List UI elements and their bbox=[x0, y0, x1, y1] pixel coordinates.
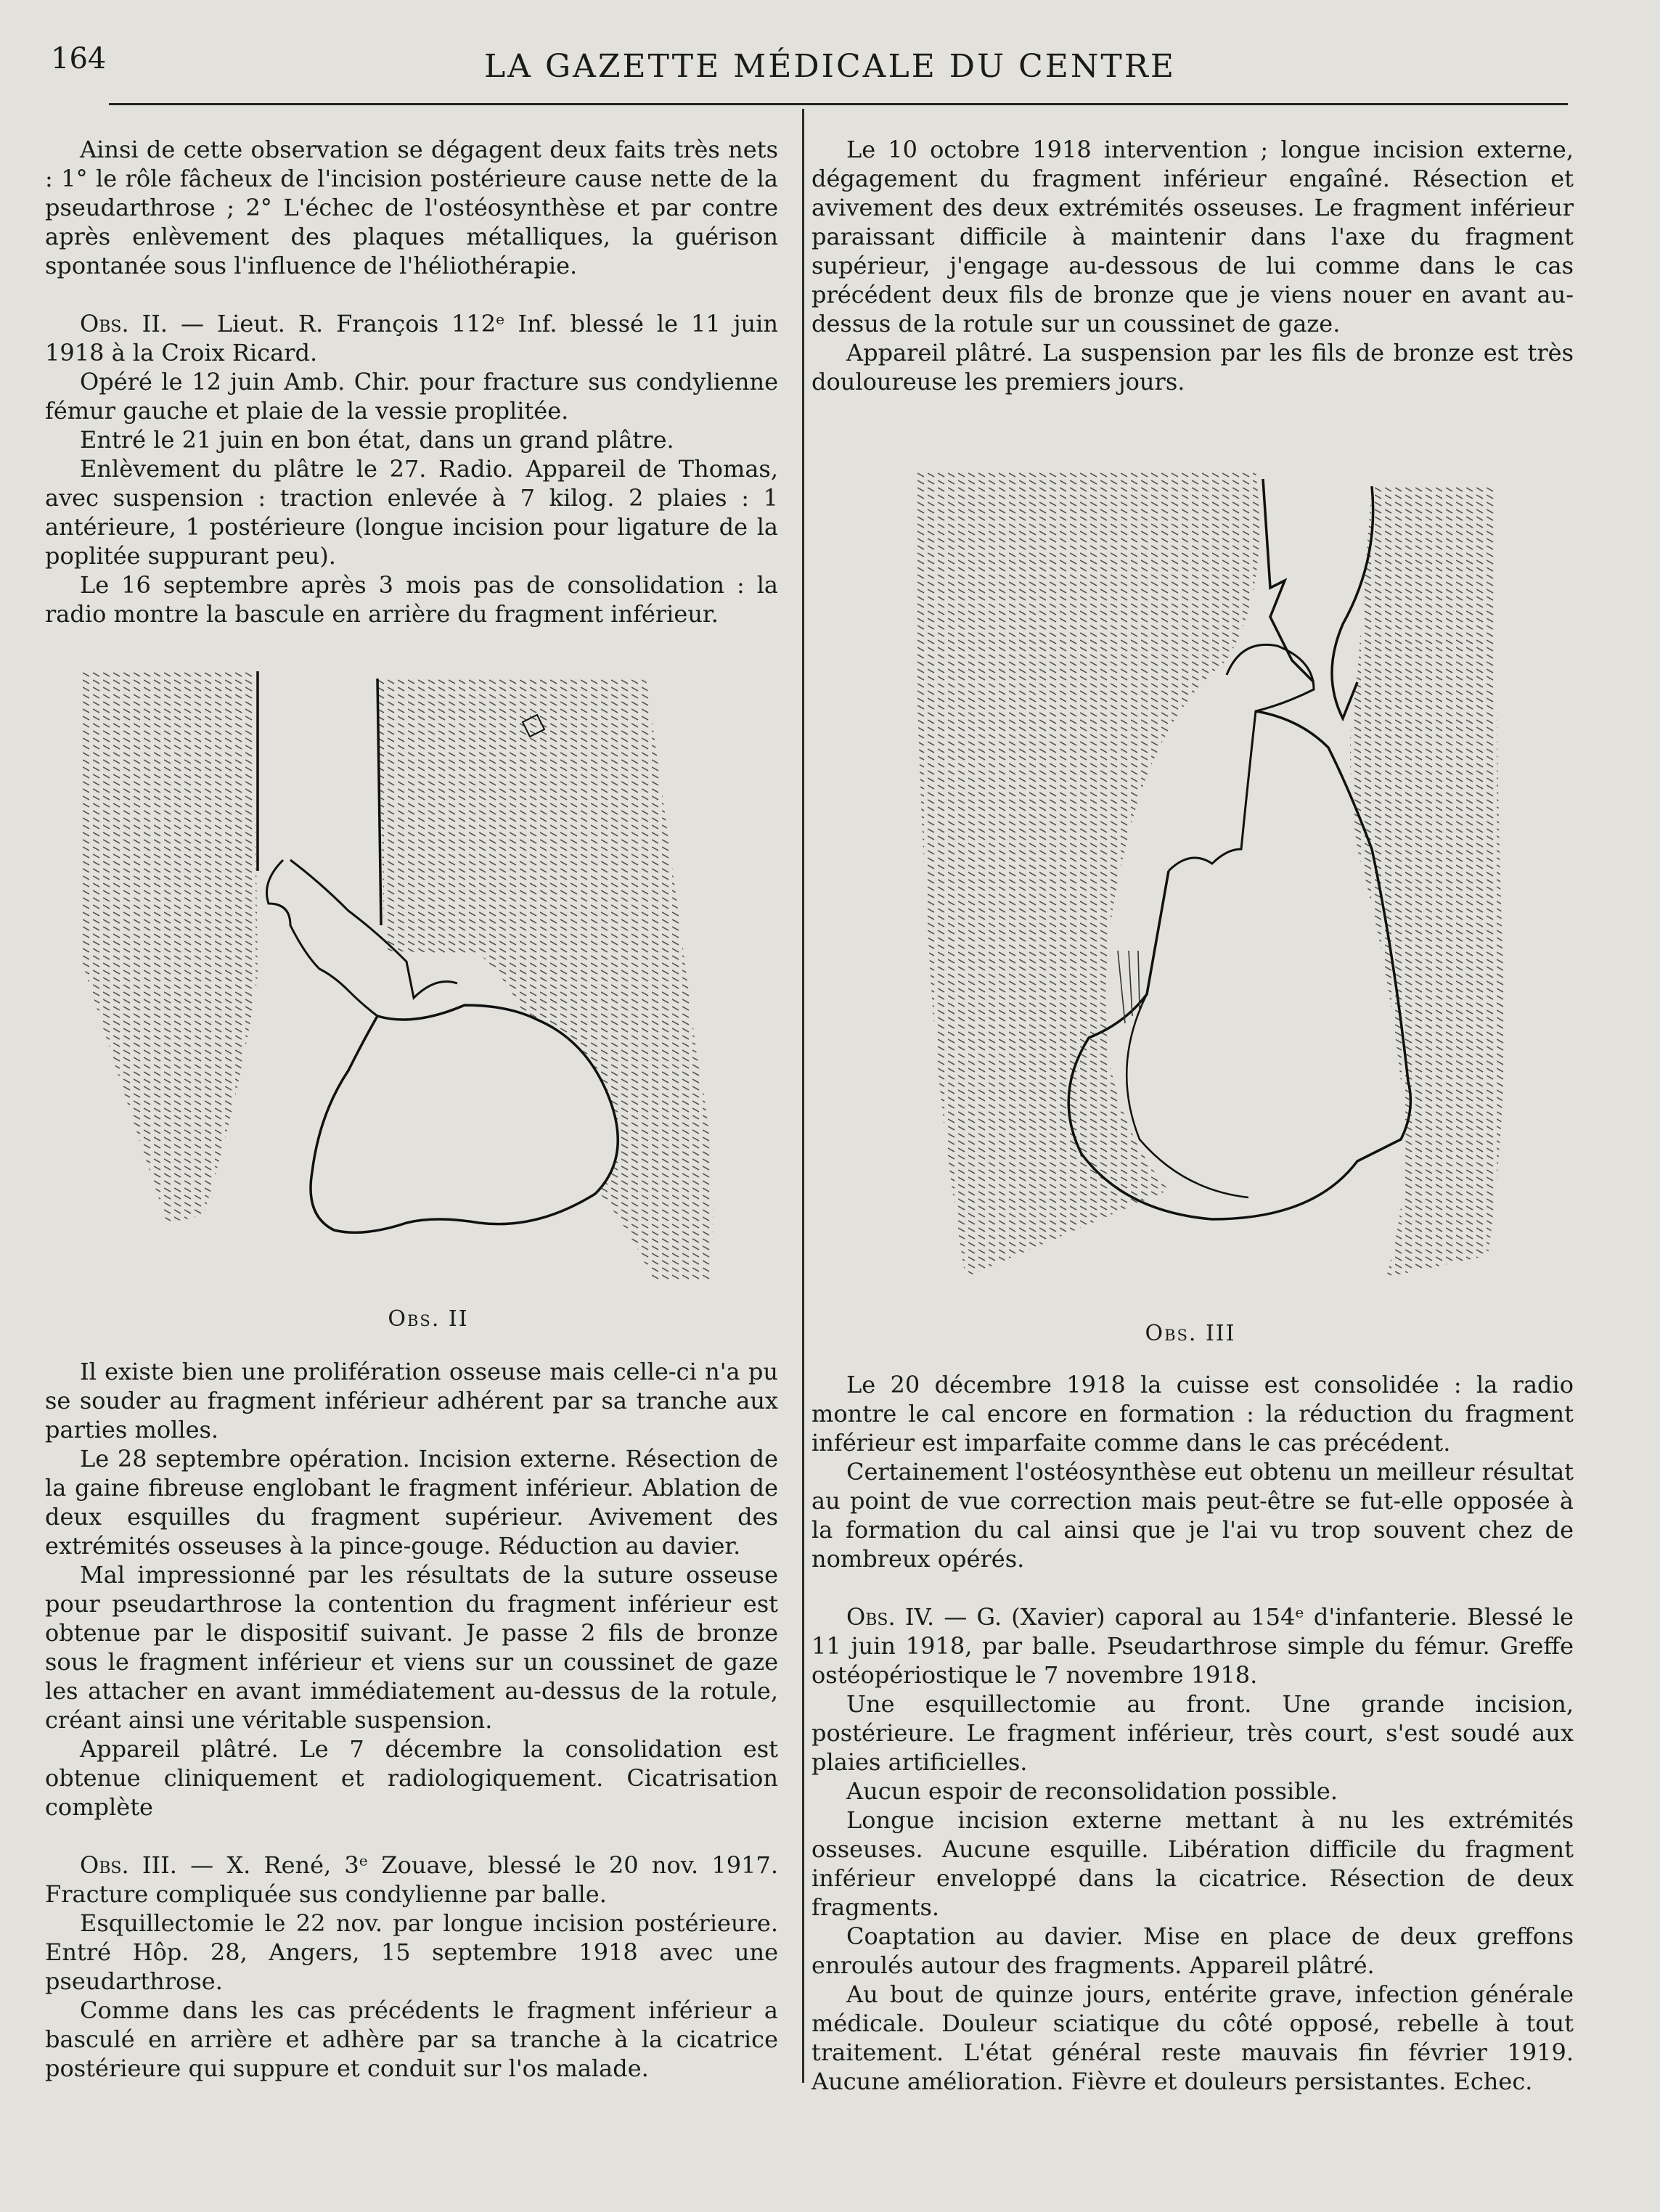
column-divider bbox=[802, 109, 804, 2083]
figure-obs-3 bbox=[907, 443, 1524, 1346]
obs-label: Obs. II. bbox=[80, 310, 168, 337]
paragraph: Entré le 21 juin en bon état, dans un grand plâtre. bbox=[80, 426, 674, 454]
paragraph: Le 20 décembre 1918 la cuisse est consolidée : la radio montre le cal encore en formation : la réduction du fragment inférieur est imparfaite comme dans le cas précédent. bbox=[811, 1371, 1574, 1457]
paragraph: Coaptation au davier. Mise en place de deux greffons enroulés autour des fragments. Appareil plâtré. bbox=[811, 1922, 1574, 1979]
radiograph-sketch-obs-3 bbox=[907, 443, 1524, 1314]
paragraph: Appareil plâtré. Le 7 décembre la consolidation est obtenue cliniquement et radiologiquement. Cicatrisation complète bbox=[45, 1735, 778, 1821]
page-number: 164 bbox=[51, 42, 107, 75]
paragraph: Il existe bien une prolifération osseuse mais celle-ci n'a pu se souder au fragment inférieur adhérent par sa tranche aux parties molles. bbox=[45, 1358, 778, 1443]
paragraph: Enlèvement du plâtre le 27. Radio. Appareil de Thomas, avec suspension : traction enlevée à 7 kilog. 2 plaies : 1 antérieure, 1 postérieure (longue incision pour ligature de la poplitée suppurant peu). bbox=[45, 455, 778, 570]
obs-intro: — Lieut. R. François 112ᵉ Inf. blessé le 11 juin 1918 à la Croix Ricard. bbox=[45, 310, 778, 366]
right-column-bottom bbox=[811, 1370, 1574, 2096]
paragraph: Longue incision externe mettant à nu les extrémités osseuses. Aucune esquille. Libération difficile du fragment inférieur enveloppé dans la cicatrice. Résection de deux fragments. bbox=[811, 1806, 1574, 1921]
paragraph: Opéré le 12 juin Amb. Chir. pour fracture sus condylienne fémur gauche et plaie de la vessie proplitée. bbox=[45, 368, 778, 425]
obs-2-heading bbox=[45, 309, 778, 367]
obs-label: Obs. III. bbox=[80, 1851, 177, 1879]
header-rule bbox=[109, 103, 1568, 105]
paragraph: Ainsi de cette observation se dégagent deux faits très nets : 1° le rôle fâcheux de l'incision postérieure cause nette de la pseudarthrose ; 2° L'échec de l'ostéosynthèse et par contre après enlèvement des plaques métalliques, la guérison spontanée sous l'influence de l'héliothérapie. bbox=[45, 136, 778, 279]
radiograph-sketch-obs-2 bbox=[73, 664, 769, 1281]
right-column-top bbox=[811, 135, 1574, 396]
paragraph: Esquillectomie le 22 nov. par longue incision postérieure. Entré Hôp. 28, Angers, 15 septembre 1918 avec une pseudarthrose. bbox=[45, 1909, 778, 1995]
running-title: LA GAZETTE MÉDICALE DU CENTRE bbox=[483, 48, 1177, 85]
paragraph: Aucun espoir de reconsolidation possible. bbox=[846, 1777, 1338, 1805]
paragraph: Mal impressionné par les résultats de la suture osseuse pour pseudarthrose la contention du fragment inférieur est obtenue par le dispositif suivant. Je passe 2 fils de bronze sous le fragment inférieur et viens sur un coussinet de gaze les attacher en avant immédiatement au-dessus de la rotule, créant ainsi une véritable suspension. bbox=[45, 1561, 778, 1734]
obs-4-heading bbox=[811, 1602, 1574, 1689]
figure-caption: Obs. II bbox=[388, 1306, 469, 1332]
left-column-bottom bbox=[45, 1357, 778, 2083]
paragraph: Une esquillectomie au front. Une grande incision, postérieure. Le fragment inférieur, très court, s'est soudé aux plaies artificielles. bbox=[811, 1690, 1574, 1776]
obs-intro: — G. (Xavier) caporal au 154ᵉ d'infanterie. Blessé le 11 juin 1918, par balle. Pseudarthrose simple du fémur. Greffe ostéopériostique le 7 novembre 1918. bbox=[811, 1603, 1574, 1689]
figure-obs-2 bbox=[73, 664, 769, 1332]
obs-3-heading bbox=[45, 1851, 778, 1909]
paragraph: Comme dans les cas précédents le fragment inférieur a basculé en arrière et adhère par sa tranche à la cicatrice postérieure qui suppure et conduit sur l'os malade. bbox=[45, 1996, 778, 2082]
paragraph: Appareil plâtré. La suspension par les fils de bronze est très douloureuse les premiers jours. bbox=[811, 339, 1574, 396]
obs-label: Obs. IV. bbox=[846, 1603, 935, 1631]
paragraph: Le 28 septembre opération. Incision externe. Résection de la gaine fibreuse englobant le fragment inférieur. Ablation de deux esquilles du fragment supérieur. Avivement des extrémités osseuses à la pince-gouge. Réduction au davier. bbox=[45, 1445, 778, 1560]
paragraph: Certainement l'ostéosynthèse eut obtenu un meilleur résultat au point de vue correction mais peut-être se fut-elle opposée à la formation du cal ainsi que je l'ai vu trop souvent chez de nombreux opérés. bbox=[811, 1458, 1574, 1573]
paragraph: Le 10 octobre 1918 intervention ; longue incision externe, dégagement du fragment inférieur engaîné. Résection et avivement des deux extrémités osseuses. Le fragment inférieur paraissant difficile à maintenir dans l'axe du fragment supérieur, j'engage au-dessous de lui comme dans le cas précédent deux fils de bronze que je viens nouer en avant au-dessus de la rotule sur un coussinet de gaze. bbox=[811, 136, 1574, 337]
obs-intro: — X. René, 3ᵉ Zouave, blessé le 20 nov. 1917. Fracture compliquée sus condylienne par balle. bbox=[45, 1851, 778, 1908]
figure-caption: Obs. III bbox=[1145, 1321, 1236, 1346]
paragraph: Le 16 septembre après 3 mois pas de consolidation : la radio montre la bascule en arrière du fragment inférieur. bbox=[45, 571, 778, 628]
paragraph: Au bout de quinze jours, entérite grave, infection générale médicale. Douleur sciatique du côté opposé, rebelle à tout traitement. L'état général reste mauvais fin février 1919. Aucune amélioration. Fièvre et douleurs persistantes. Echec. bbox=[811, 1980, 1574, 2095]
left-column-top bbox=[45, 135, 778, 628]
